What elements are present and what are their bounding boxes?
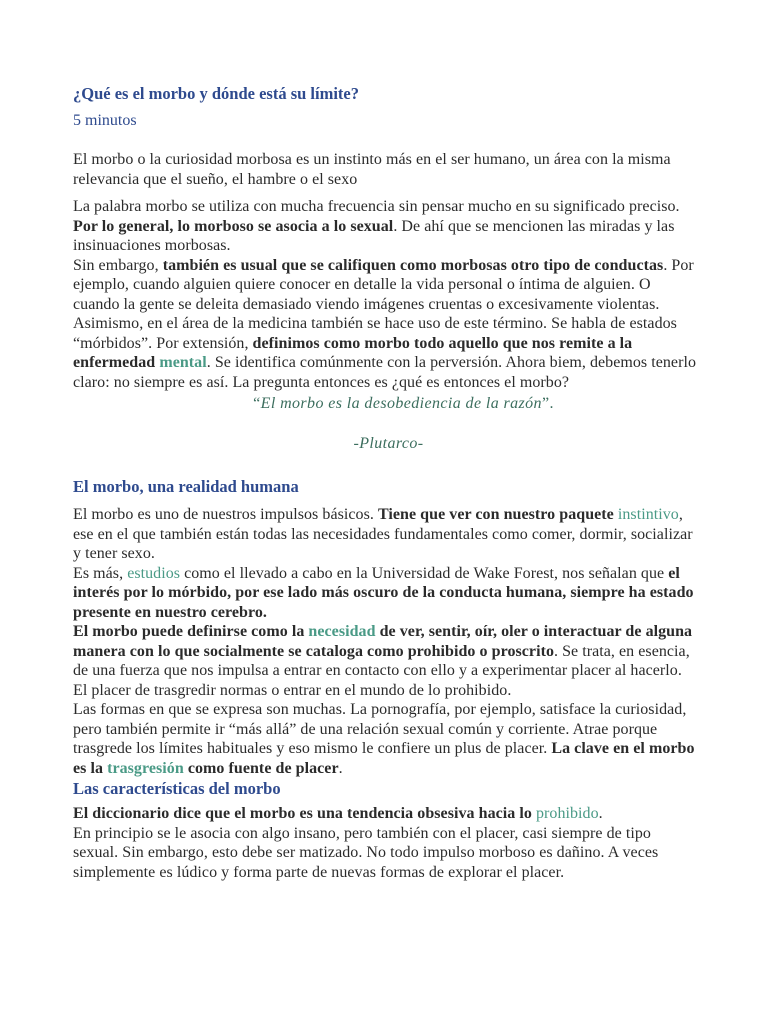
text-run: . Se identifica comúnmente con la perversión. Ahora biem, debemos tenerlo claro: no siempre es así. La pregunta entonces es ¿qué es entonces el morbo? <box>73 354 696 391</box>
bold-run: Tiene que ver con nuestro paquete <box>377 506 618 523</box>
section1-paragraph-4 <box>73 700 698 778</box>
text-run: . De ahí que se mencionen las miradas y las insinuaciones morbosas. <box>73 217 675 254</box>
text-run: , ese en el que también están todas las necesidades fundamentales como comer, dormir, socializar y tener sexo. <box>73 506 693 562</box>
section2-paragraph-2: En principio se le asocia con algo insano, pero también con el placer, casi siempre de tipo sexual. Sin embargo, esto debe ser matizado. No todo impulso morboso es dañino. A veces simplemente es lúdico y forma parte de nuevas formas de explorar el placer. <box>73 824 659 881</box>
text-run: . <box>338 759 343 777</box>
body-block <box>73 197 698 392</box>
bold-text: El morbo puede definirse como la <box>73 623 309 640</box>
bold-run: Por lo general, lo morboso se asocia a lo sexual <box>73 217 394 235</box>
read-time: 5 minutos <box>73 112 137 129</box>
article <box>73 83 698 882</box>
quote-open-mark: “ <box>253 395 261 412</box>
text-run: El morbo es uno de nuestros impulsos básicos. <box>73 506 378 523</box>
section-heading-realidad: El morbo, una realidad humana <box>73 477 299 496</box>
section2-paragraph-1 <box>73 804 698 824</box>
section-heading-caracteristicas: Las características del morbo <box>73 779 281 798</box>
paragraph-3 <box>73 314 698 392</box>
text-run: Las formas en que se expresa son muchas. La pornografía, por ejemplo, satisface la curiosidad, pero también permite ir “más allá” de una relación sexual común y corriente. Atrae porque trasgrede los límites habituales y eso mismo le confiere un plus de placer. <box>73 701 687 757</box>
link-necesidad[interactable]: necesidad <box>308 623 376 640</box>
link-instintivo[interactable]: instintivo <box>617 506 679 523</box>
quote-text: El morbo es la desobediencia de la razón <box>260 395 542 412</box>
text-run: Es más, <box>73 564 128 582</box>
paragraph-1 <box>73 197 698 256</box>
link-mental[interactable]: mental <box>159 354 207 371</box>
bold-run: también es usual que se califiquen como morbosas otro tipo de conductas <box>162 256 664 274</box>
quote-close-mark: ”. <box>541 395 554 412</box>
link-trasgresion[interactable]: trasgresión <box>107 759 184 777</box>
text-run: . Por ejemplo, cuando alguien quiere conocer en detalle la vida personal o íntima de alguien. O cuando la gente se deleita demasiado viendo imágenes cruentas o excesivamente violentas. <box>73 256 694 313</box>
page-title: ¿Qué es el morbo y dónde está su límite? <box>73 84 359 103</box>
bold-run: El diccionario dice que el morbo es una tendencia obsesiva hacia lo <box>73 805 536 822</box>
text-run: Sin embargo, <box>73 256 163 274</box>
bold-text: como fuente de placer <box>183 759 339 777</box>
bold-text: definimos como morbo todo aquello que nos remite a la enfermedad <box>73 334 633 371</box>
bold-run: el interés por lo mórbido, por ese lado más oscuro de la conducta humana, siempre ha estado presente en nuestro cerebro. <box>73 564 694 621</box>
quote <box>73 394 698 414</box>
section-body-realidad <box>73 505 698 778</box>
intro-paragraph: El morbo o la curiosidad morbosa es un instinto más en el ser humano, un área con la misma relevancia que el sueño, el hambre o el sexo <box>73 151 671 188</box>
bold-text: La clave en el morbo es la <box>73 740 695 777</box>
text-run: . Se trata, en esencia, de una fuerza que nos impulsa a entrar en contacto con ello y a experimentar placer al hacerlo. El placer de trasgredir normas o entrar en el mundo de lo prohibido. <box>73 642 690 699</box>
link-estudios[interactable]: estudios <box>127 564 181 582</box>
section-body-caracteristicas <box>73 804 698 882</box>
quote-author: -Plutarco- <box>353 435 424 452</box>
text-run: como el llevado a cabo en la Universidad de Wake Forest, nos señalan que <box>180 564 669 582</box>
link-prohibido[interactable]: prohibido <box>535 805 599 822</box>
text-run: . <box>598 805 603 822</box>
section1-paragraph-3 <box>73 622 698 700</box>
text-run: Asimismo, en el área de la medicina también se hace uso de este término. Se habla de estados “mórbidos”. Por extensión, <box>73 315 677 352</box>
paragraph-2 <box>73 256 698 315</box>
bold-text: de ver, sentir, oír, oler o interactuar de alguna manera con lo que socialmente se cataloga como prohibido o proscrito <box>73 623 693 660</box>
section1-paragraph-2 <box>73 564 698 623</box>
section1-paragraph-1 <box>73 505 698 564</box>
text-run: La palabra morbo se utiliza con mucha frecuencia sin pensar mucho en su significado preciso. <box>73 198 680 215</box>
